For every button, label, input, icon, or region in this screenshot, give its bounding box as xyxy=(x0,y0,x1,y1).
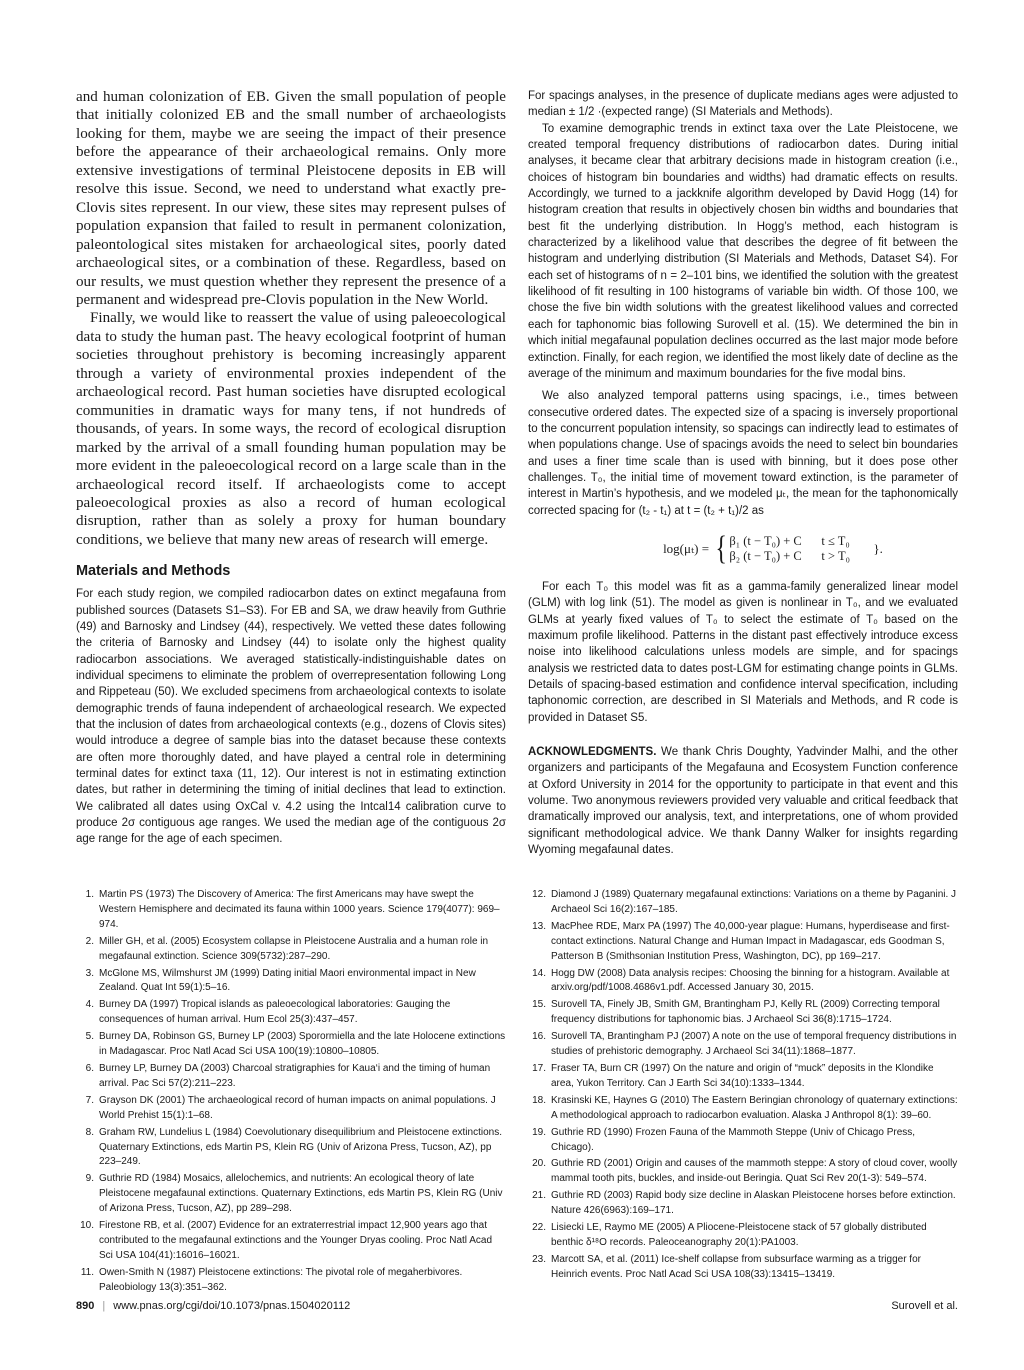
reference-number: 10. xyxy=(80,1220,94,1232)
reference-item xyxy=(528,920,958,965)
reference-text: Marcott SA, et al. (2011) Ice-shelf collapse from subsurface warming as a trigger for Heinrich events. Proc Natl Acad Sci USA 108(33):13415–13419. xyxy=(551,1253,921,1280)
left-column xyxy=(76,88,506,848)
case-expression: β₁ (t − T₀) + C xyxy=(729,533,802,548)
reference-item xyxy=(76,1126,506,1171)
reference-number: 22. xyxy=(532,1222,546,1234)
case-expression: β₂ (t − T₀) + C xyxy=(729,548,802,563)
reference-number: 1. xyxy=(85,889,94,900)
reference-number: 20. xyxy=(532,1158,546,1170)
body-paragraph: and human colonization of EB. Given the small population of people that initially colonized EB and the small number of archaeologists looking for them, maybe we are seeing the impact of their presence before the appearance of their archaeological remains. Only more extensive investigations of terminal Pleistocene deposits in EB will resolve this issue. Second, we need to understand what exactly pre-Clovis sites represent. In our view, these sites may represent pulses of population expansion that failed to result in permanent colonization, paleontological sites mistaken for archaeological sites, poorly dated archaeological sites, or a combination of these. Regardless, based on our results, we must question whether they represent the presence of a permanent and widespread pre-Clovis population in the New World. xyxy=(76,89,506,308)
reference-number: 11. xyxy=(80,1266,94,1278)
equation-case xyxy=(729,534,873,549)
reference-text: Miller GH, et al. (2005) Ecosystem collapse in Pleistocene Australia and a human role in megafaunal extinction. Science 309(5732):287–290. xyxy=(99,935,489,962)
reference-text: Owen-Smith N (1987) Pleistocene extinctions: The pivotal role of megaherbivores. Paleobiology 13(3):351–362. xyxy=(99,1266,463,1293)
reference-item xyxy=(528,1094,958,1124)
reference-text: Graham RW, Lundelius L (1984) Coevolutionary disequilibrium and Pleistocene extinctions. Quaternary Extinctions, eds Martin PS, Klein RG (Univ of Arizona Press, Tucson, AZ), pp 223–249. xyxy=(99,1126,502,1168)
acknowledgments xyxy=(528,744,958,858)
reference-text: Burney LP, Burney DA (2003) Charcoal stratigraphies for Kaua‘i and the timing of human arrival. Pac Sci 57(2):211–223. xyxy=(99,1062,491,1089)
reference-number: 12. xyxy=(532,889,546,900)
reference-item xyxy=(528,1030,958,1060)
reference-text: Diamond J (1989) Quaternary megafaunal extinctions: Variations on a theme by Paganini. J Archaeol Sci 16(2):167–185. xyxy=(551,889,957,915)
equation-case xyxy=(729,549,873,564)
reference-number: 13. xyxy=(532,920,546,932)
reference-text: Fraser TA, Burn CR (1997) On the nature and origin of “muck” deposits in the Klondike area, Yukon Territory. Can J Earth Sci 34(10):1333–1344. xyxy=(551,1062,934,1089)
reference-item xyxy=(76,1266,506,1296)
reference-number: 2. xyxy=(85,935,94,947)
reference-text: McGlone MS, Wilmshurst JM (1999) Dating initial Maori environmental impact in New Zealand. Quat Int 59(1):5–16. xyxy=(99,967,476,994)
reference-number: 14. xyxy=(532,967,546,979)
references-right xyxy=(528,888,958,1285)
reference-text: Martin PS (1973) The Discovery of America: The first Americans may have swept the Western Hemisphere and decimated its fauna within 1000 years. Science 179(4077): 969–974. xyxy=(99,889,500,930)
reference-number: 23. xyxy=(532,1253,546,1265)
reference-number: 16. xyxy=(532,1031,546,1043)
acknowledgments-text: We thank Chris Doughty, Yadvinder Malhi, and the other organizers and participants of the Megafauna and Ecosystem Function conference at Oxford University in 2014 for the opportunity to participate in that event and this volume. Two anonymous reviewers provided very valuable and critical feedback that dramatically improved our analysis, text, and interpretations, one of whom provided significant methodological advice. We thank Danny Walker for insights regarding Wyoming megafaunal dates. xyxy=(528,746,958,857)
reference-text: Guthrie RD (2001) Origin and causes of the mammoth steppe: A story of cloud cover, woolly mammal tooth pits, buckles, and inside-out Beringia. Quat Sci Rev 20(1-3): 549–574. xyxy=(551,1158,958,1185)
reference-text: Grayson DK (2001) The archaeological record of human impacts on animal populations. J World Prehist 15(1):1–68. xyxy=(99,1094,496,1121)
reference-text: Surovell TA, Finely JB, Smith GM, Brantingham PJ, Kelly RL (2009) Correcting temporal frequency distributions for taphonomic bias. J Archaeol Sci 36(8):1715–1724. xyxy=(551,999,940,1026)
reference-text: Guthrie RD (2003) Rapid body size decline in Alaskan Pleistocene horses before extinction. Nature 426(6963):169–171. xyxy=(551,1190,956,1217)
case-condition: t ≤ T₀ xyxy=(821,533,850,548)
references-left xyxy=(76,888,506,1298)
reference-item xyxy=(76,888,506,933)
reference-text: MacPhee RDE, Marx PA (1997) The 40,000-year plague: Humans, hyperdisease and first-contact extinctions. Natural Change and Human Impact in Madagascar, eds Goodman S, Patterson B (Smithsonian Institution Press, Washington, DC), pp 169–217. xyxy=(551,920,950,962)
body-paragraph: Finally, we would like to reassert the value of using paleoecological data to study the human past. The heavy ecological footprint of human societies throughout prehistory is becoming increasingly apparent through a variety of environmental proxies independent of the archaeological record. Past human societies have disrupted ecological communities in dramatic ways for many tens, if not hundreds of thousands, of years. In some ways, the record of ecological disruption marked by the arrival of a small founding human population may be more evident in the paleoecological record on a large scale than in the archaeological record itself. If archaeologists come to accept paleoecological proxies as also a record of human ecological disruption, rather than as solely a proxy for human boundary conditions, we believe that many new areas of research will emerge. xyxy=(76,310,506,548)
reference-text: Lisiecki LE, Raymo ME (2005) A Pliocene-Pleistocene stack of 57 globally distributed benthic δ¹⁸O records. Paleoceanography 20(1):PA1003. xyxy=(551,1222,927,1248)
reference-number: 5. xyxy=(85,1031,94,1043)
reference-item xyxy=(76,1172,506,1217)
reference-item xyxy=(528,1157,958,1187)
reference-number: 21. xyxy=(532,1190,546,1202)
body-paragraph: For each T₀ this model was fit as a gamma-family generalized linear model (GLM) with log link (51). The model as given is nonlinear in T₀, and we evaluated GLMs at yearly fixed values of T₀ to select the estimate of T₀ based on the maximum profile likelihood. Patterns in the distant past effectively introduce excess noise into likelihood calculations unless models are simple, and for spacings analysis we restricted data to dates post-LGM for estimating change points in GLMs. Details of spacing-based estimation and confidence interval specification, including taphonomic correction, are described in SI Materials and Methods, and R code is provided in Dataset S5. xyxy=(528,580,958,724)
reference-item xyxy=(76,967,506,997)
equation-cases xyxy=(729,534,873,564)
reference-text: Krasinski KE, Haynes G (2010) The Eastern Beringian chronology of quaternary extinctions: A methodological approach to radiocarbon evaluation. Alaska J Anthropol 8(1): 39–60. xyxy=(551,1094,958,1121)
reference-number: 18. xyxy=(532,1094,546,1106)
page-footer xyxy=(76,1300,958,1312)
footer-authors: Surovell et al. xyxy=(891,1300,958,1312)
reference-number: 8. xyxy=(85,1126,94,1138)
reference-item xyxy=(528,888,958,918)
reference-item xyxy=(76,1062,506,1092)
reference-item xyxy=(528,1253,958,1283)
footer-separator: | xyxy=(102,1300,106,1312)
reference-item xyxy=(528,1062,958,1092)
reference-text: Hogg DW (2008) Data analysis recipes: Choosing the binning for a histogram. Available at arxiv.org/pdf/1008.4686v1.pdf. Accessed January 30, 2015. xyxy=(551,967,950,994)
reference-item xyxy=(76,1094,506,1124)
equation-lhs: log(μₜ) = xyxy=(663,540,710,556)
reference-text: Firestone RB, et al. (2007) Evidence for an extraterrestrial impact 12,900 years ago that contributed to the megafaunal extinctions and the Younger Dryas cooling. Proc Natl Acad Sci USA 104(41):16016–16021. xyxy=(99,1220,493,1261)
reference-item xyxy=(76,1219,506,1264)
brace-glyph: { xyxy=(715,529,727,567)
reference-number: 6. xyxy=(85,1062,94,1074)
reference-number: 7. xyxy=(85,1094,94,1106)
reference-text: Burney DA, Robinson GS, Burney LP (2003) Sporormiella and the late Holocene extinctions in Madagascar. Proc Natl Acad Sci USA 100(19):10800–10805. xyxy=(99,1031,506,1058)
reference-item xyxy=(528,998,958,1028)
reference-text: Guthrie RD (1990) Frozen Fauna of the Mammoth Steppe (Univ of Chicago Press, Chicago). xyxy=(551,1126,916,1153)
body-paragraph: To examine demographic trends in extinct taxa over the Late Pleistocene, we created temporal frequency distributions of radiocarbon dates. During initial analyses, it became clear that arbitrary decisions made in histogram creation (i.e., choices of histogram bin boundaries and widths) had dramatic effects on results. Accordingly, we turned to a jackknife algorithm developed by David Hogg (14) for histogram creation that results in objectively chosen bin widths and boundaries that best fit the underlying distribution. In Hogg’s method, each histogram is characterized by a likelihood value that describes the degree of fit between the histogram and underlying distribution (SI Materials and Methods, Dataset S4). For each set of histograms of n = 2–101 bins, we identified the solution with the greatest likelihood of fit resulting in 100 histograms of variable bin width. Of those 100, we chose the five bin width solutions with the greatest likelihood values and corrected each for taphonomic bias following Surovell et al. (15). We determined the bin in which initial megafaunal population declines occurred as the last major mode before extinction. Finally, for each region, we identified the most likely date of decline as the average of the minimum and maximum boundaries for the five modal bins. xyxy=(528,122,958,380)
reference-item xyxy=(76,935,506,965)
doi-link[interactable]: www.pnas.org/cgi/doi/10.1073/pnas.1504020112 xyxy=(113,1300,351,1312)
reference-number: 19. xyxy=(532,1126,546,1138)
reference-number: 17. xyxy=(532,1062,546,1074)
reference-item xyxy=(76,998,506,1028)
reference-text: Burney DA (1997) Tropical islands as paleoecological laboratories: Gauging the consequences of human arrival. Hum Ecol 25(3):437–457. xyxy=(99,999,451,1026)
equation-close: }. xyxy=(873,540,883,556)
right-column xyxy=(528,88,958,858)
methods-paragraph: For each study region, we compiled radiocarbon dates on extinct megafauna from published sources (Datasets S1–S3). For EB and SA, we draw heavily from Guthrie (49) and Barnosky and Lindsey (44), respectively. We vetted these dates following the criteria of Barnosky and Lindsey (44) to isolate only the highest quality radiocarbon associations. We averaged statistically-indistinguishable dates on individual specimens to eliminate the problem of overrepresentation following Long and Rippeteau (50). We excluded specimens from archaeological contexts to isolate demographic trends of fauna independent of archaeological research. We expected that the inclusion of dates from archaeological contexts (e.g., dozens of Clovis sites) would introduce a degree of sample bias into the dataset because these contexts are often more thoroughly dated, and have played a central role in determining terminal dates for extinct taxa (11, 12). Our interest is not in estimating extinction dates, but rather in determining the timing of initial declines that lead to extinction. We calibrated all dates using OxCal v. 4.2 using the Intcal14 calibration curve to produce 2σ contiguous age ranges. We used the median age of the contiguous 2σ age range for the age of each specimen. xyxy=(76,588,506,846)
reference-text: Guthrie RD (1984) Mosaics, allelochemics, and nutrients: An ecological theory of late Pleistocene megafaunal extinctions. Quaternary Extinctions, eds Martin PS, Klein RG (Univ of Arizona Press, Tucson, AZ), pp 289–298. xyxy=(99,1173,503,1215)
reference-item xyxy=(528,1189,958,1219)
page-number: 890 xyxy=(76,1300,95,1312)
reference-item xyxy=(528,1221,958,1251)
equation xyxy=(588,529,958,569)
reference-number: 4. xyxy=(85,999,94,1011)
reference-number: 3. xyxy=(85,967,94,979)
case-condition: t > T₀ xyxy=(821,548,850,563)
reference-item xyxy=(76,1030,506,1060)
section-heading: Materials and Methods xyxy=(76,563,231,580)
reference-item xyxy=(528,967,958,997)
reference-number: 15. xyxy=(532,999,546,1011)
reference-item xyxy=(528,1126,958,1156)
body-paragraph: For spacings analyses, in the presence of duplicate medians ages were adjusted to median ± 1/2 ·(expected range) (SI Materials and Methods). xyxy=(528,90,958,119)
acknowledgments-heading: ACKNOWLEDGMENTS. xyxy=(528,746,657,759)
reference-text: Surovell TA, Brantingham PJ (2007) A note on the use of temporal frequency distributions in studies of prehistoric demography. J Archaeol Sci 34(11):1868–1877. xyxy=(551,1031,957,1058)
body-paragraph: We also analyzed temporal patterns using spacings, i.e., times between consecutive ordered dates. The expected size of a spacing is inversely proportional to the concurrent population intensity, so spacings can indirectly lead to estimates of when populations change. Use of spacings avoids the need to select bin boundaries and uses a finer time scale than is used with binning, but it does pose other challenges. T₀, the initial time of movement toward extinction, is the parameter of interest in Martin’s hypothesis, and we modeled μₜ, the mean for the taphonomically corrected spacing for (t₂ - t₁) at t = (t₂ + t₁)/2 as xyxy=(528,390,958,517)
reference-number: 9. xyxy=(85,1173,94,1185)
